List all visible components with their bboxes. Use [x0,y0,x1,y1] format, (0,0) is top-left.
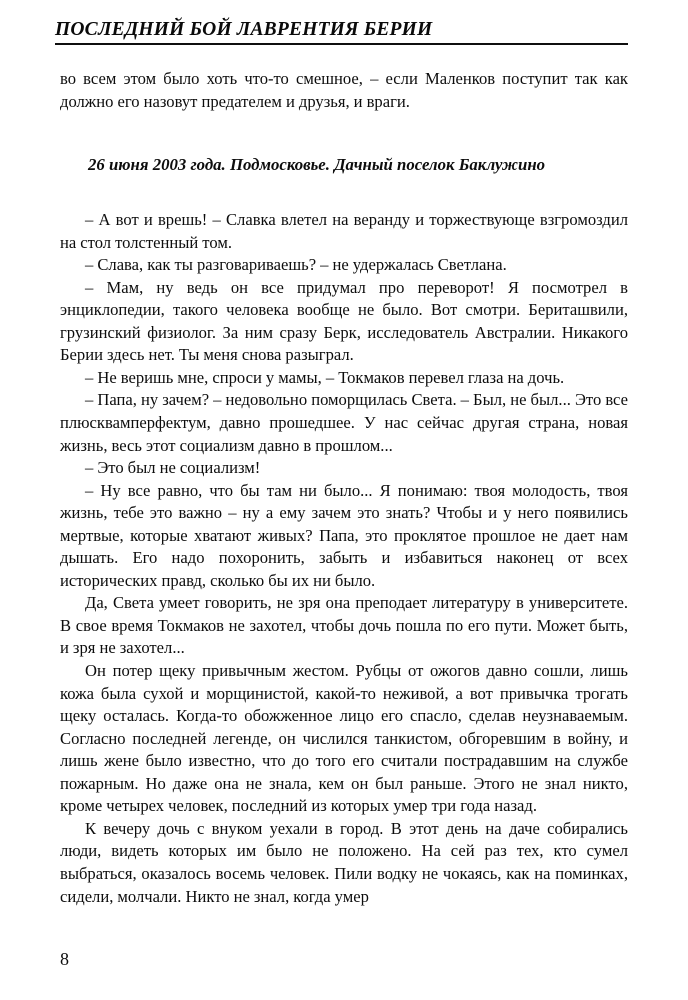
spacer-after-heading [60,176,628,209]
text-column [60,68,628,908]
spacer-before-heading [60,113,628,154]
body-paragraph: К вечеру дочь с внуком уехали в город. В этот день на даче собирались люди, видеть которых им было не положено. На сей раз тех, кто сумел выбраться, оказалось восемь человек. Пили водку не чокаясь, как на поминках, сидели, молчали. Никто не знал, когда умер [60,818,628,906]
body-paragraph: – Папа, ну зачем? – недовольно поморщилась Света. – Был, не был... Это все плюсквамперфектум, давно прошедшее. У нас сейчас другая страна, новая жизнь, весь этот социализм давно в прошлом... [60,390,628,455]
body-paragraph: – Мам, ну ведь он все придумал про переворот! Я посмотрел в энциклопедии, такого человека вообще не было. Вот смотри. Бериташвили, грузинский физиолог. За ним сразу Берк, исследователь Австралии. Никакого Берии здесь нет. Ты меня снова разыграл. [60,277,628,365]
body-paragraph: – Ну все равно, что бы там ни было... Я понимаю: твоя молодость, твоя жизнь, тебе это важно – ну а ему зачем это знать? Чтобы и у него появились мертвые, которые хватают живых? Папа, это проклятое прошлое не дает нам дышать. Его надо похоронить, забыть и избавиться наконец от всех исторических правд, сколько бы их ни было. [60,480,628,590]
body-paragraph: – Это был не социализм! [85,458,261,478]
running-header-title: ПОСЛЕДНИЙ БОЙ ЛАВРЕНТИЯ БЕРИИ [55,19,433,40]
continuation-paragraph: во всем этом было хоть что-то смешное, – если Маленков поступит так как должно его назовут предателем и друзья, и враги. [60,69,628,111]
body-paragraph: – Слава, как ты разговариваешь? – не удержалась Светлана. [85,255,507,275]
running-header [55,18,628,45]
body-paragraph: – А вот и врешь! – Славка влетел на веранду и торжествующе взгромоздил на стол толстенный том. [60,210,628,252]
scene-heading: 26 июня 2003 года. Подмосковье. Дачный поселок Баклужино [88,155,546,175]
body-paragraph: Да, Света умеет говорить, не зря она преподает литературу в университете. В свое время Токмаков не захотел, чтобы дочь пошла по его пути. Может быть, и зря не захотел... [60,593,628,658]
header-rule-divider [55,43,628,45]
body-paragraph: Он потер щеку привычным жестом. Рубцы от ожогов давно сошли, лишь кожа была сухой и морщинистой, какой-то неживой, а вот привычка трогать щеку осталась. Когда-то обожженное лицо его спасло, сделав неузнаваемым. Согласно последней легенде, он числился танкистом, обгоревшим в войну, и лишь жене было известно, что до того его считали пострадавшим на службе пожарным. Но даже она не знала, кем он был раньше. Этого не знал никто, кроме четырех человек, последний из которых умер три года назад. [60,661,628,816]
page-number: 8 [60,949,69,969]
body-paragraph: – Не веришь мне, спроси у мамы, – Токмаков перевел глаза на дочь. [85,367,565,387]
